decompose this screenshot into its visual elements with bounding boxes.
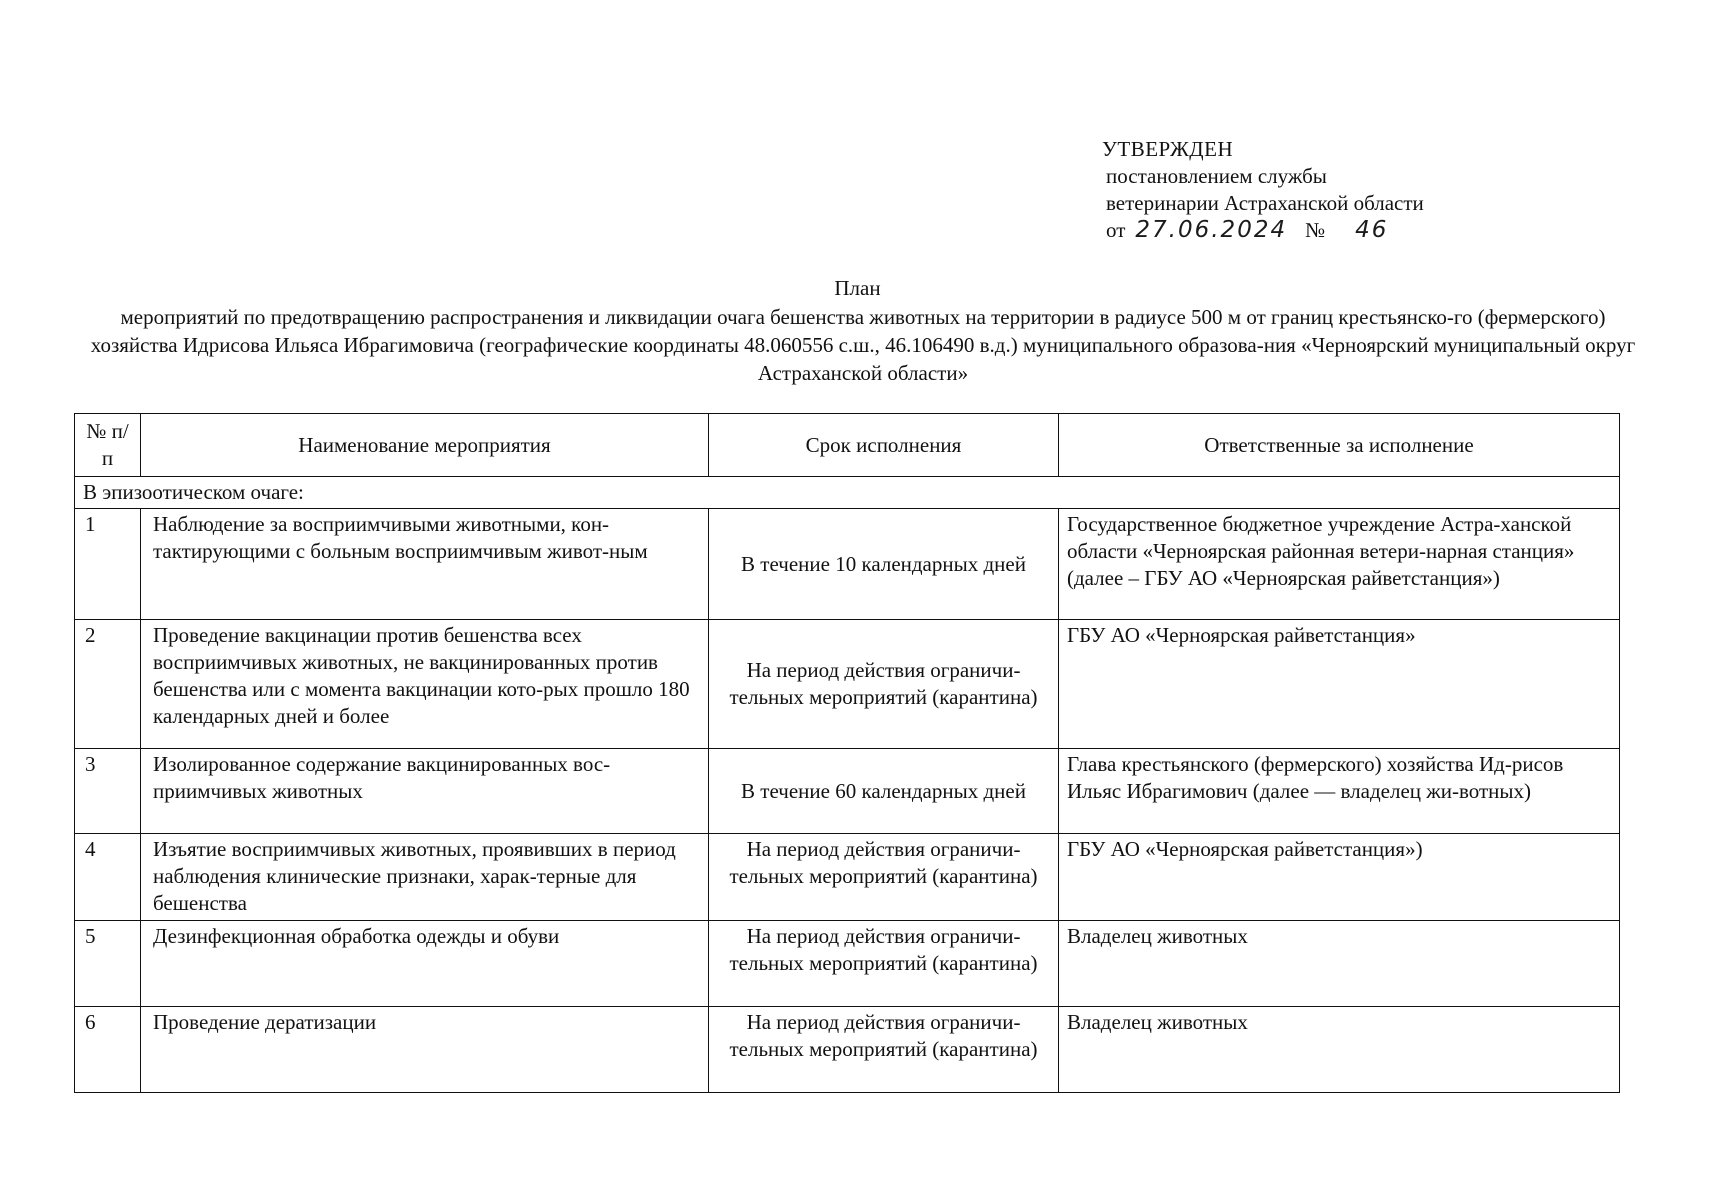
date-prefix: от [1106,218,1126,242]
handwritten-number: 46 [1355,217,1389,243]
row-name: Изолированное содержание вакцинированных вос-приимчивых животных [141,749,709,834]
row-num: 2 [75,620,141,749]
section-label: В эпизоотическом очаге: [75,477,1620,509]
row-term: На период действия ограничи-тельных мероприятий (карантина) [709,834,1059,921]
section-row [75,477,1620,509]
row-num: 6 [75,1007,141,1093]
row-responsible: Владелец животных [1059,921,1620,1007]
row-term: В течение 60 календарных дней [709,749,1059,834]
approval-line-service: ветеринарии Астраханской области [1106,191,1424,215]
table-header-row [75,414,1620,477]
row-term: На период действия ограничи-тельных мероприятий (карантина) [709,620,1059,749]
table-row [75,749,1620,834]
row-term: На период действия ограничи-тельных мероприятий (карантина) [709,1007,1059,1093]
approval-date-line [1102,217,1424,244]
row-num: 4 [75,834,141,921]
row-name: Изъятие восприимчивых животных, проявивших в период наблюдения клинические признаки, харак-терные для бешенства [141,834,709,921]
row-responsible: Глава крестьянского (фермерского) хозяйства Ид-рисов Ильяс Ибрагимович (далее — владелец жи-вотных) [1059,749,1620,834]
table-row [75,834,1620,921]
header-name: Наименование мероприятия [141,414,709,477]
document-title: План [834,276,881,300]
row-num: 1 [75,509,141,620]
measures-table [74,413,1620,1093]
table-row [75,921,1620,1007]
number-prefix: № [1305,218,1326,242]
row-name: Проведение вакцинации против бешенства всех восприимчивых животных, не вакцинированных против бешенства или с момента вакцинации кото-рых прошло 180 календарных дней и более [141,620,709,749]
row-name: Дезинфекционная обработка одежды и обуви [141,921,709,1007]
row-responsible: ГБУ АО «Черноярская райветстанция» [1059,620,1620,749]
table-row [75,620,1620,749]
row-name: Наблюдение за восприимчивыми животными, кон-тактирующими с больным восприимчивым живот-ным [141,509,709,620]
document-description: мероприятий по предотвращению распространения и ликвидации очага бешенства животных на территории в радиусе 500 м от границ крестьянско-го (фермерского) хозяйства Идрисова Ильяса Ибрагимовича (географические координаты 48.060556 с.ш., 46.106490 в.д.) муниципального образова-ния «Черноярский муниципальный округ Астраханской области» [90,305,1636,385]
header-num: № п/п [75,414,141,477]
approval-block [1102,136,1424,244]
table-row [75,1007,1620,1093]
table-row [75,509,1620,620]
approval-heading: УТВЕРЖДЕН [1102,137,1234,161]
row-term: На период действия ограничи-тельных мероприятий (карантина) [709,921,1059,1007]
row-term: В течение 10 календарных дней [709,509,1059,620]
header-term: Срок исполнения [709,414,1059,477]
row-responsible: Государственное бюджетное учреждение Астра-ханской области «Черноярская районная ветери-нарная станция» (далее – ГБУ АО «Черноярская райветстанция») [1059,509,1620,620]
row-responsible: Владелец животных [1059,1007,1620,1093]
row-name: Проведение дератизации [141,1007,709,1093]
header-responsible: Ответственные за исполнение [1059,414,1620,477]
row-responsible: ГБУ АО «Черноярская райветстанция») [1059,834,1620,921]
handwritten-date: 27.06.2024 [1135,217,1288,243]
row-num: 3 [75,749,141,834]
approval-line-resolution: постановлением службы [1106,164,1327,188]
row-num: 5 [75,921,141,1007]
